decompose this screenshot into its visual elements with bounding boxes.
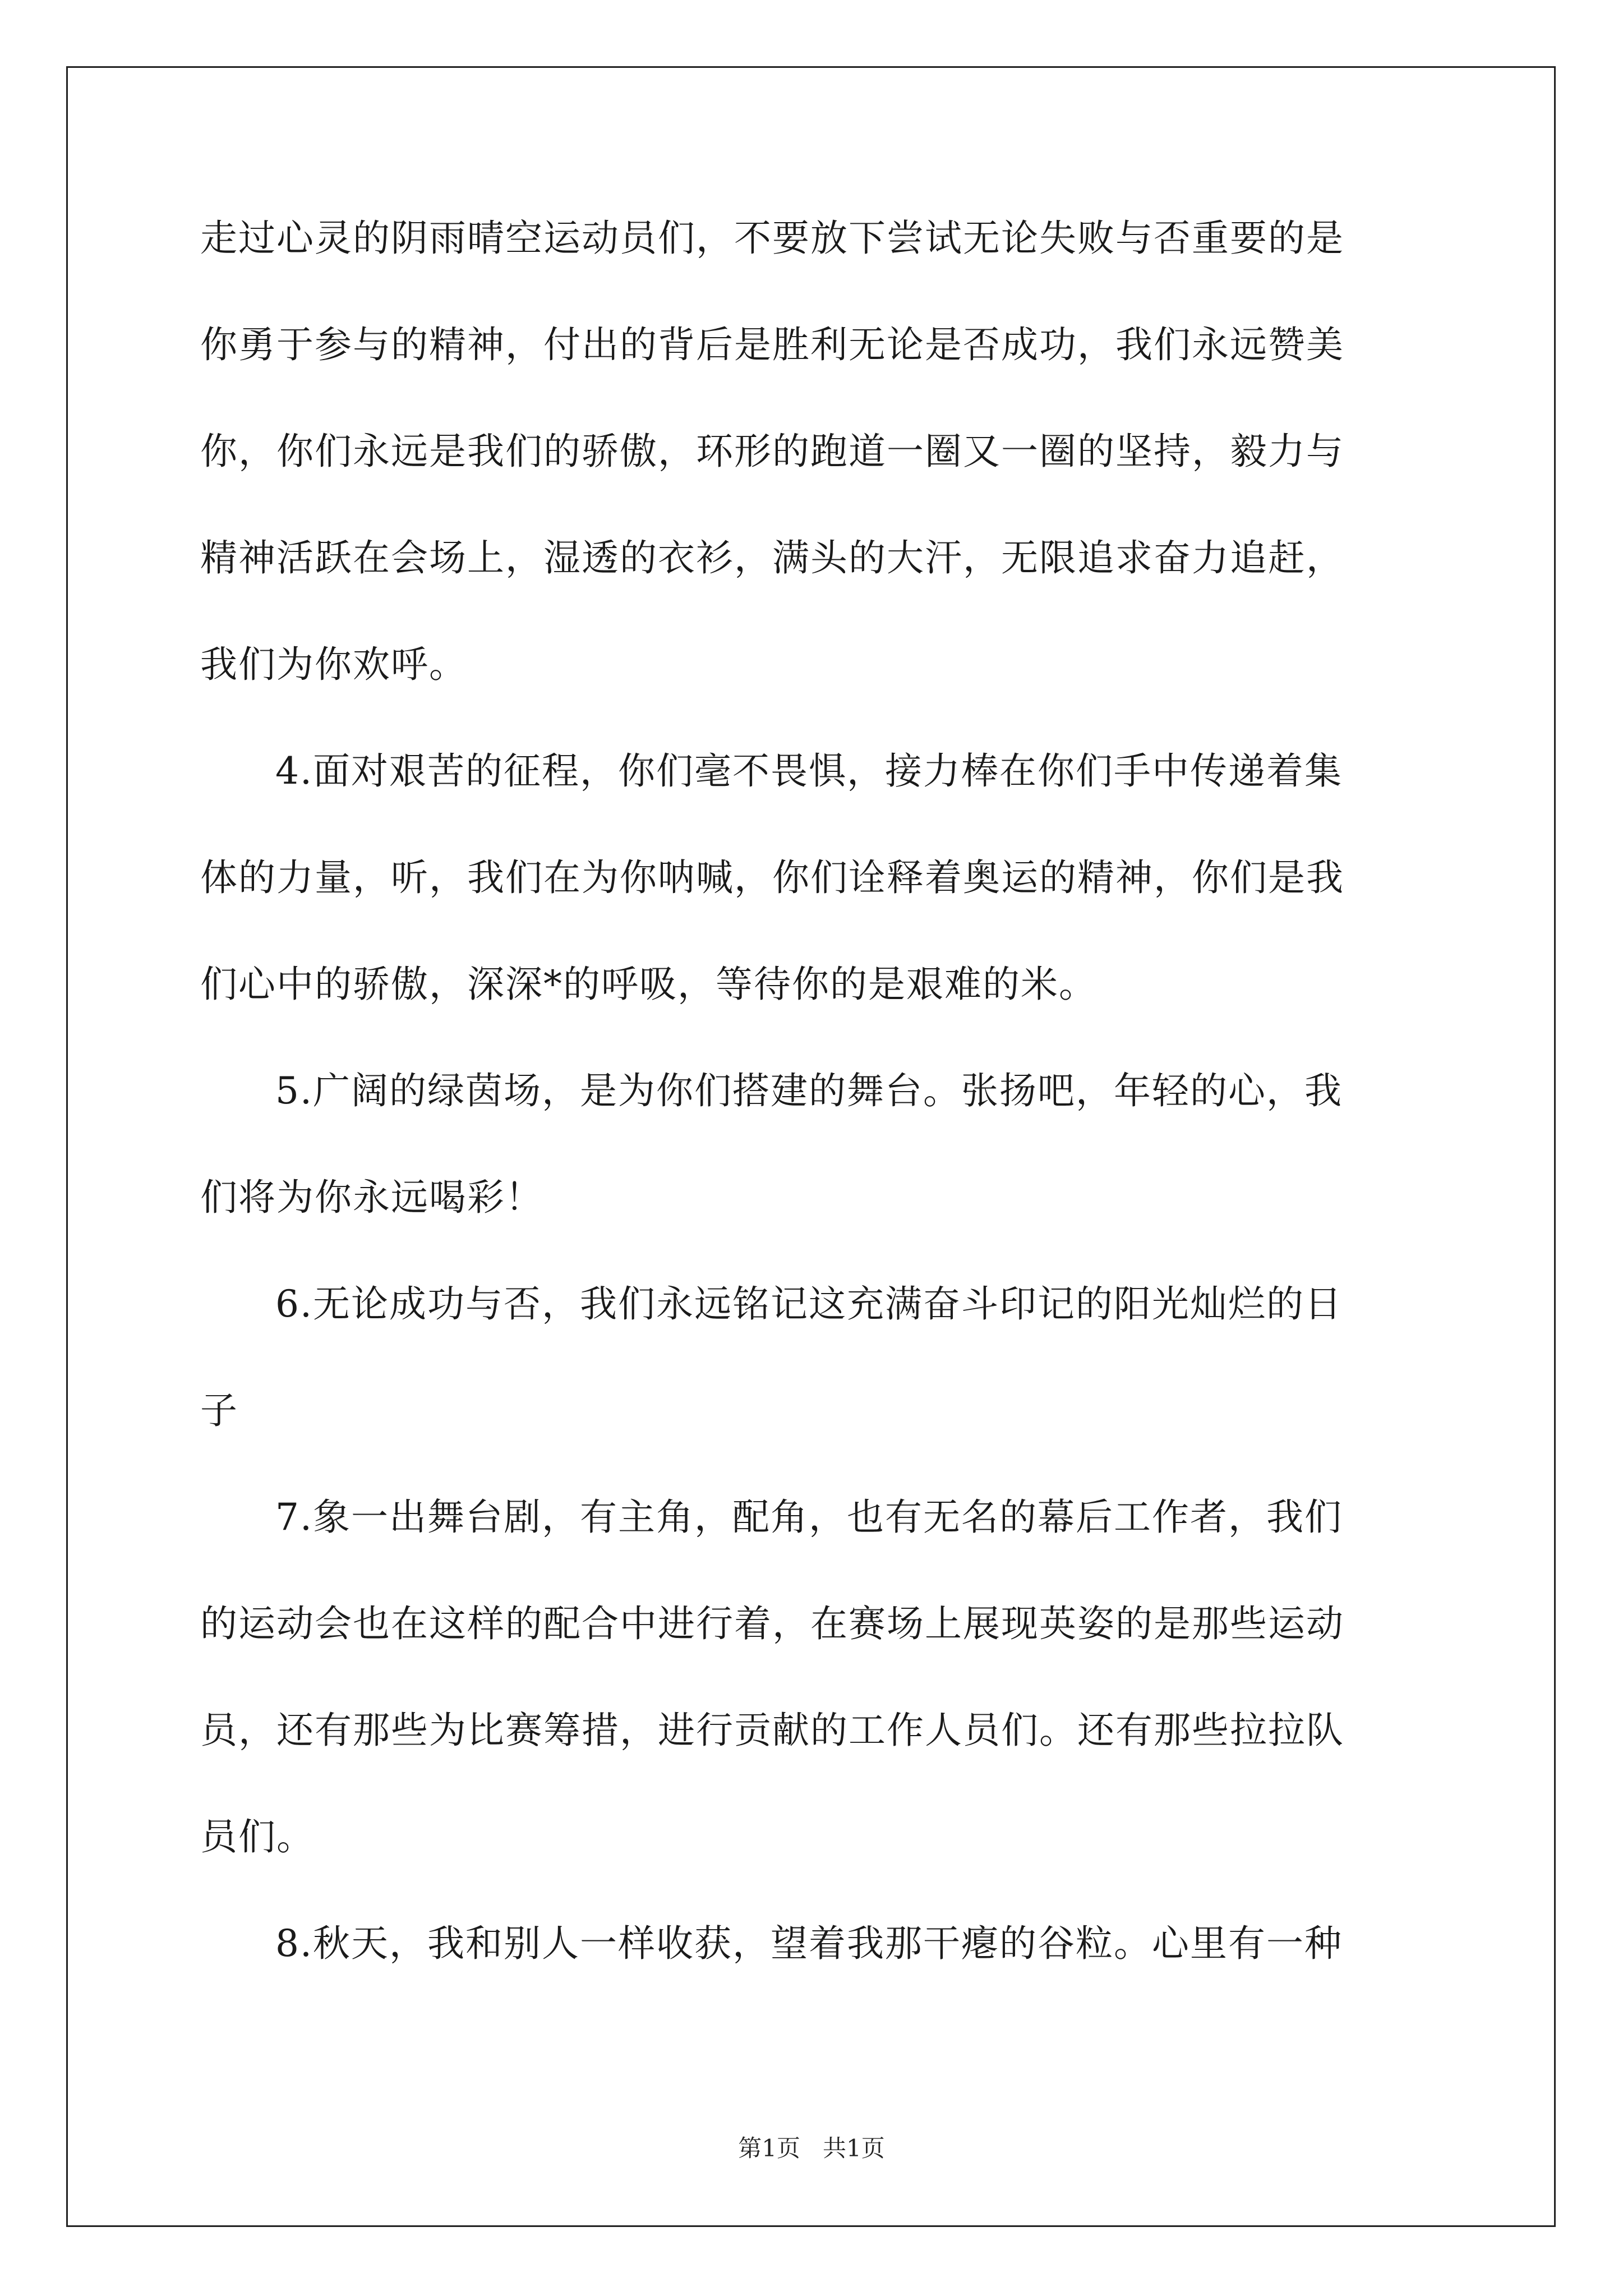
paragraph-4-start: 4.面对艰苦的征程，你们毫不畏惧，接力棒在你们手中传递着集 [275,749,1343,793]
text-line: 们心中的骄傲，深深*的呼吸，等待你的是艰难的米。 [200,963,1097,1006]
text-line: 员们。 [200,1815,315,1858]
text-line: 员，还有那些为比赛筹措，进行贡献的工作人员们。还有那些拉拉队 [200,1709,1344,1752]
text-line: 你勇于参与的精神，付出的背后是胜利无论是否成功，我们永远赞美 [200,323,1344,366]
text-line: 精神活跃在会场上，湿透的衣衫，满头的大汗，无限追求奋力追赶， [200,536,1344,579]
text-line: 体的力量，听，我们在为你呐喊，你们诠释着奥运的精神，你们是我 [200,856,1344,899]
paragraph-5-start: 5.广阔的绿茵场，是为你们搭建的舞台。张扬吧，年轻的心，我 [275,1069,1343,1112]
text-line: 你，你们永远是我们的骄傲，环形的跑道一圈又一圈的坚持，毅力与 [200,430,1344,473]
text-line: 走过心灵的阴雨晴空运动员们，不要放下尝试无论失败与否重要的是 [200,217,1344,260]
text-line: 的运动会也在这样的配合中进行着，在赛场上展现英姿的是那些运动 [200,1602,1344,1645]
paragraph-6-start: 6.无论成功与否，我们永远铭记这充满奋斗印记的阳光灿烂的日 [275,1282,1343,1326]
paragraph-8-start: 8.秋天，我和别人一样收获，望着我那干瘪的谷粒。心里有一种 [275,1922,1343,1965]
text-line: 们将为你永远喝彩！ [200,1176,543,1219]
paragraph-7-start: 7.象一出舞台剧，有主角，配角，也有无名的幕后工作者，我们 [275,1496,1343,1539]
text-line: 子 [200,1389,238,1432]
document-body [200,210,1434,2022]
text-line: 我们为你欢呼。 [200,643,467,686]
page-footer: 第1页 共1页 [738,2134,885,2162]
